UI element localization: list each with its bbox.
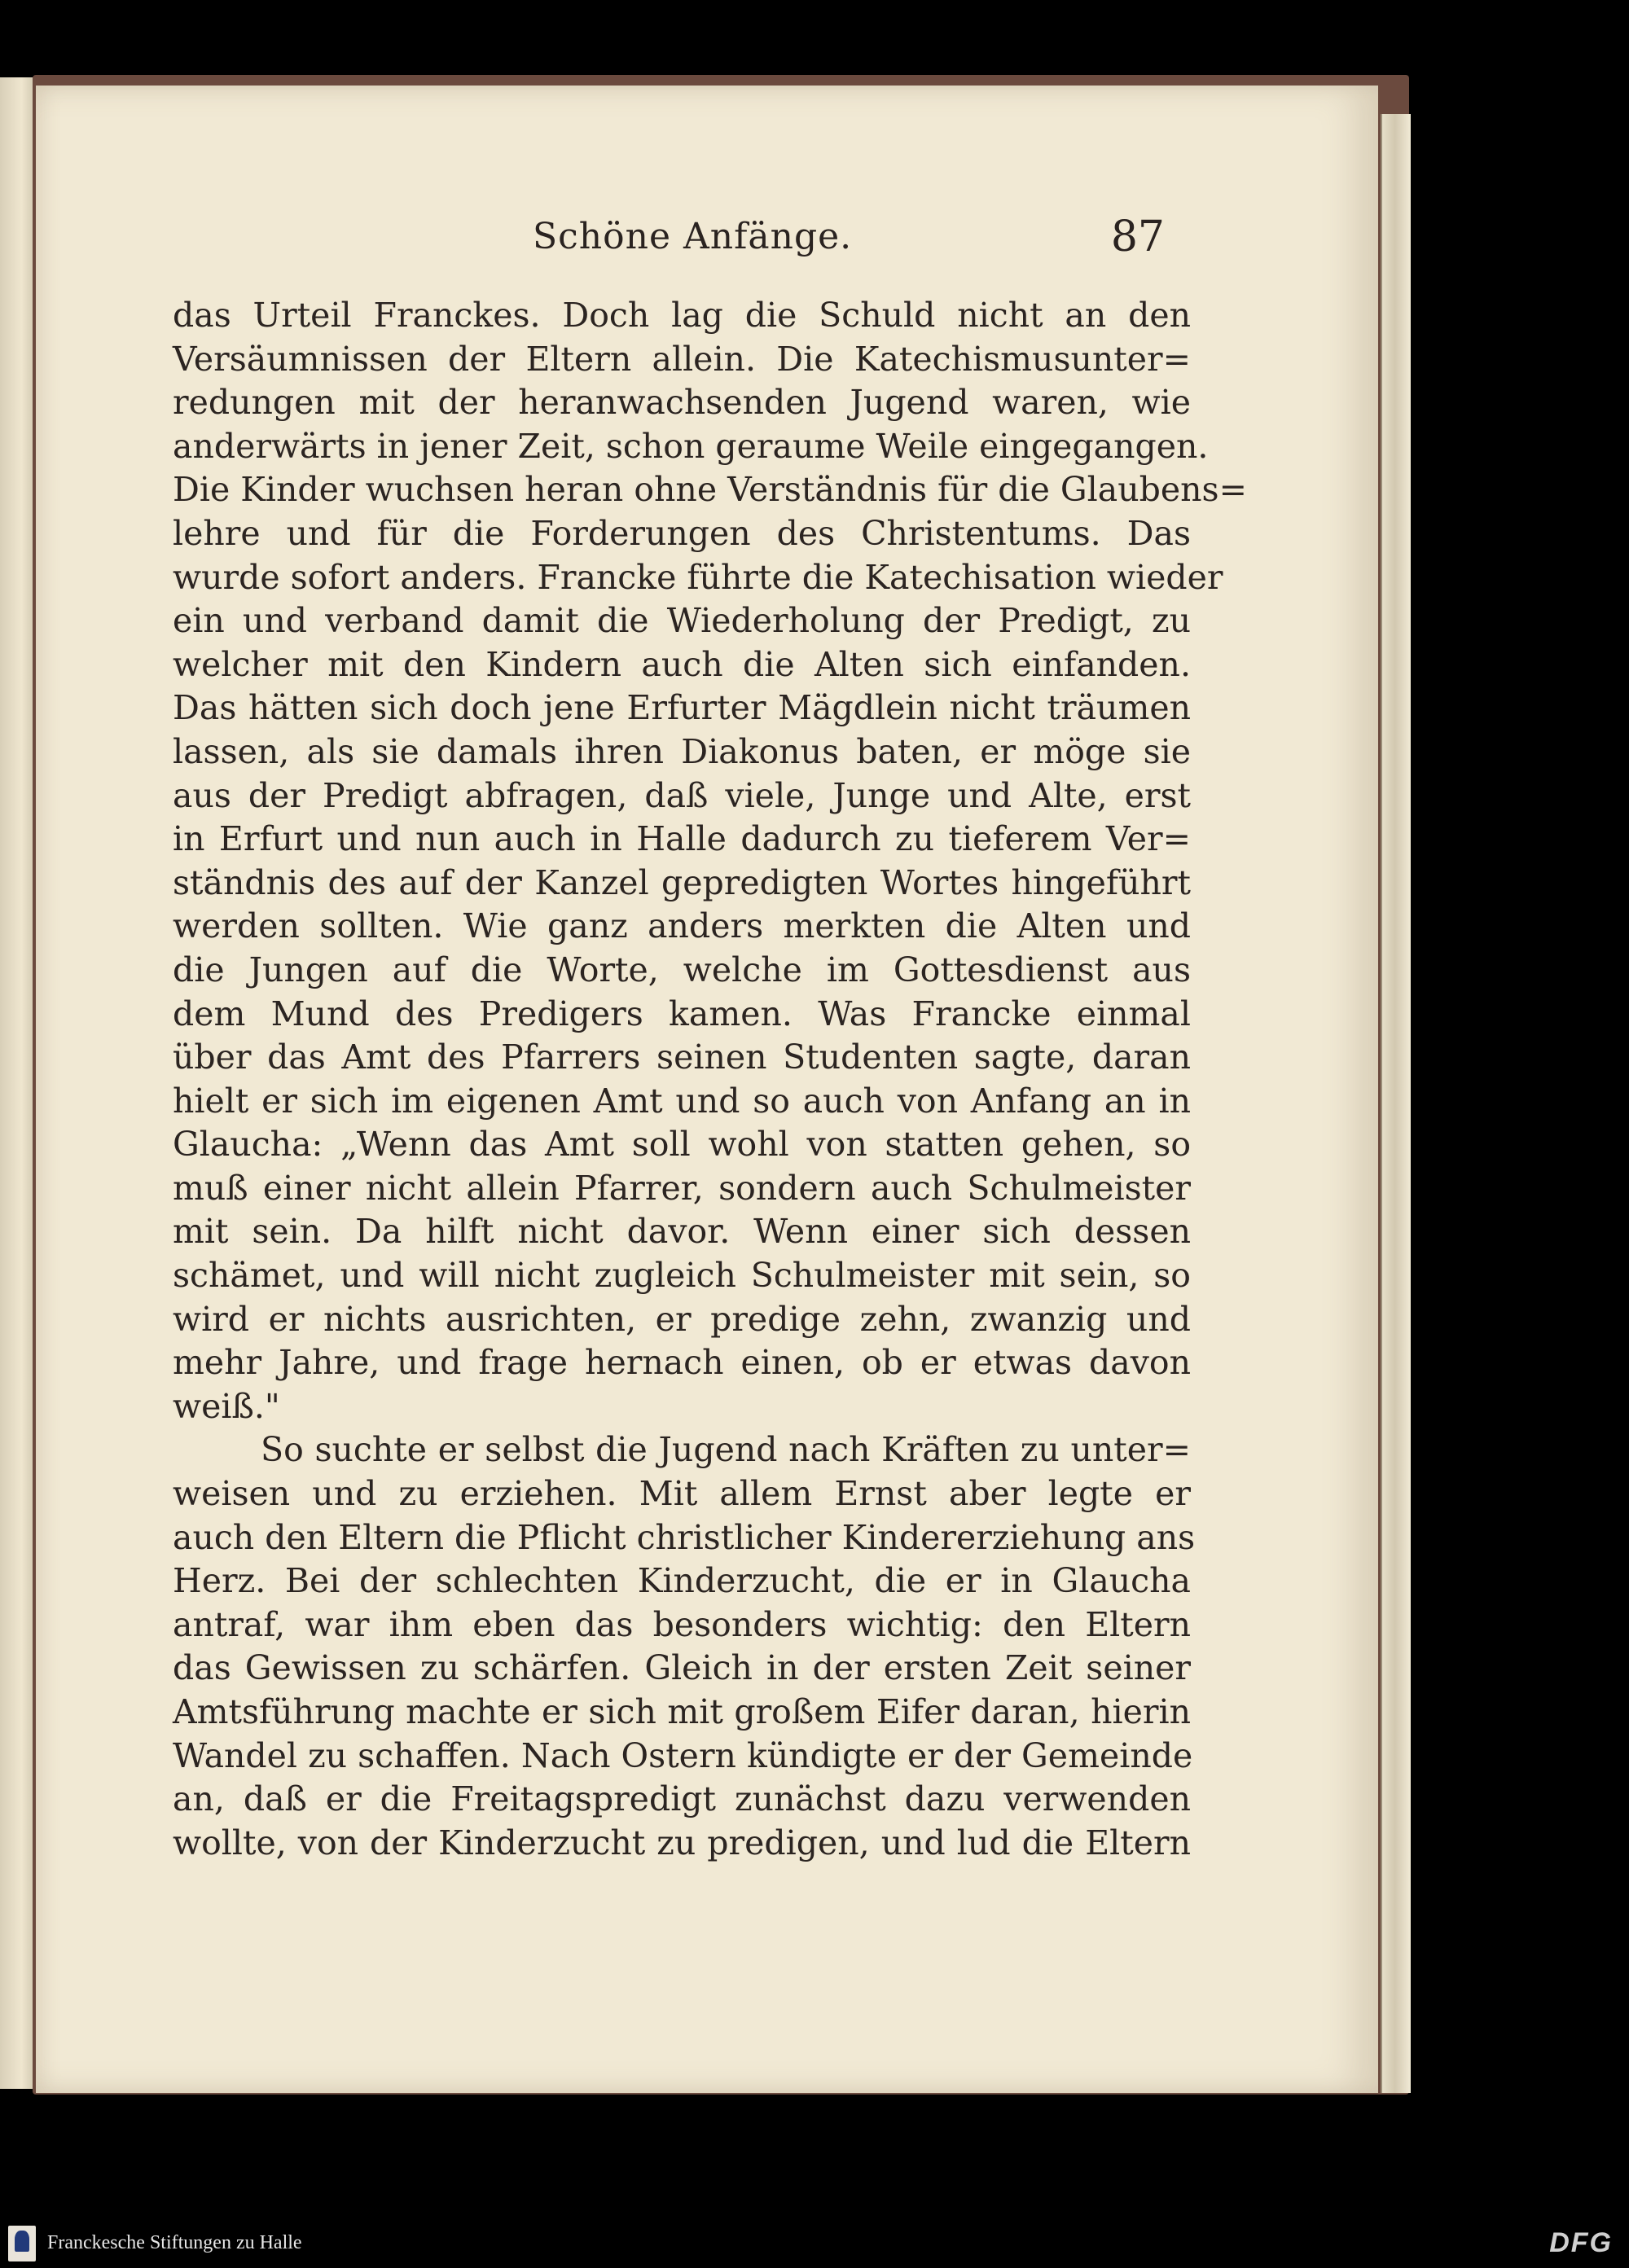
text-line: in Erfurt und nun auch in Halle dadurch zu tieferem Ver= xyxy=(173,819,1191,859)
text-line: schämet, und will nicht zugleich Schulmeister mit sein, so xyxy=(173,1256,1191,1296)
text-line: muß einer nicht allein Pfarrer, sondern auch Schulmeister xyxy=(173,1168,1191,1208)
page-block-edge xyxy=(1381,114,1411,2093)
text-line: an, daß er die Freitagspredigt zunächst dazu verwenden xyxy=(173,1779,1191,1819)
text-line: mehr Jahre, und frage hernach einen, ob er etwas davon xyxy=(173,1343,1191,1383)
text-line: anderwärts in jener Zeit, schon geraume Weile eingegangen. xyxy=(173,426,1209,466)
dfg-logo[interactable]: DFG xyxy=(1549,2227,1613,2258)
text-line: weiß." xyxy=(173,1386,280,1426)
text-line: welcher mit den Kindern auch die Alten sich einfanden. xyxy=(173,644,1191,684)
text-line: weisen und zu erziehen. Mit allem Ernst aber legte er xyxy=(173,1474,1191,1514)
text-line: das Urteil Franckes. Doch lag die Schuld nicht an den xyxy=(173,296,1191,335)
logo-mark xyxy=(15,2231,29,2252)
text-line: aus der Predigt abfragen, daß viele, Junge und Alte, erst xyxy=(173,775,1191,815)
text-line: Das hätten sich doch jene Erfurter Mägdlein nicht träumen xyxy=(173,688,1191,728)
institution-logo-icon[interactable] xyxy=(8,2226,36,2261)
text-line: die Jungen auf die Worte, welche im Gottesdienst aus xyxy=(173,950,1191,989)
viewer-footer xyxy=(0,2219,1629,2268)
text-line: wird er nichts ausrichten, er predige zehn, zwanzig und xyxy=(173,1299,1191,1339)
body-text xyxy=(173,294,1247,1865)
text-line: Herz. Bei der schlechten Kinderzucht, die er in Glaucha xyxy=(173,1561,1191,1601)
text-line: antraf, war ihm eben das besonders wichtig: den Eltern xyxy=(173,1604,1191,1644)
text-line: wurde sofort anders. Francke führte die Katechisation wieder xyxy=(173,557,1223,597)
text-line: Die Kinder wuchsen heran ohne Verständnis für die Glaubens= xyxy=(173,470,1247,510)
running-title: Schöne Anfänge. xyxy=(533,216,853,257)
page-number: 87 xyxy=(1110,213,1165,261)
text-line: ein und verband damit die Wiederholung der Predigt, zu xyxy=(173,601,1191,641)
text-line: Glaucha: „Wenn das Amt soll wohl von statten gehen, so xyxy=(173,1125,1191,1165)
text-line: das Gewissen zu schärfen. Gleich in der ersten Zeit seiner xyxy=(173,1648,1191,1688)
text-line: hielt er sich im eigenen Amt und so auch von Anfang an in xyxy=(173,1081,1191,1121)
text-line: wollte, von der Kinderzucht zu predigen, und lud die Eltern xyxy=(173,1823,1191,1862)
text-line: lehre und für die Forderungen des Christentums. Das xyxy=(173,513,1191,553)
running-head xyxy=(36,213,1378,273)
text-line: werden sollten. Wie ganz anders merkten die Alten und xyxy=(173,906,1191,946)
institution-name[interactable]: Franckesche Stiftungen zu Halle xyxy=(47,2232,302,2253)
text-line: Versäumnissen der Eltern allein. Die Katechismusunter= xyxy=(173,339,1191,379)
text-line: mit sein. Da hilft nicht davor. Wenn einer sich dessen xyxy=(173,1212,1191,1252)
text-line: Amtsführung machte er sich mit großem Eifer daran, hierin xyxy=(173,1692,1191,1731)
text-line: So suchte er selbst die Jugend nach Kräften zu unter= xyxy=(261,1430,1191,1470)
text-line: Wandel zu schaffen. Nach Ostern kündigte er der Gemeinde xyxy=(173,1735,1193,1775)
text-line: lassen, als sie damals ihren Diakonus baten, er möge sie xyxy=(173,731,1191,771)
text-line: ständnis des auf der Kanzel gepredigten Wortes hingeführt xyxy=(173,862,1191,902)
text-line: dem Mund des Predigers kamen. Was Francke einmal xyxy=(173,994,1191,1033)
text-line: über das Amt des Pfarrers seinen Studenten sagte, daran xyxy=(173,1037,1191,1077)
text-line: auch den Eltern die Pflicht christlicher Kindererziehung ans xyxy=(173,1517,1196,1557)
book-page xyxy=(36,86,1378,2093)
text-line: redungen mit der heranwachsenden Jugend waren, wie xyxy=(173,383,1191,423)
